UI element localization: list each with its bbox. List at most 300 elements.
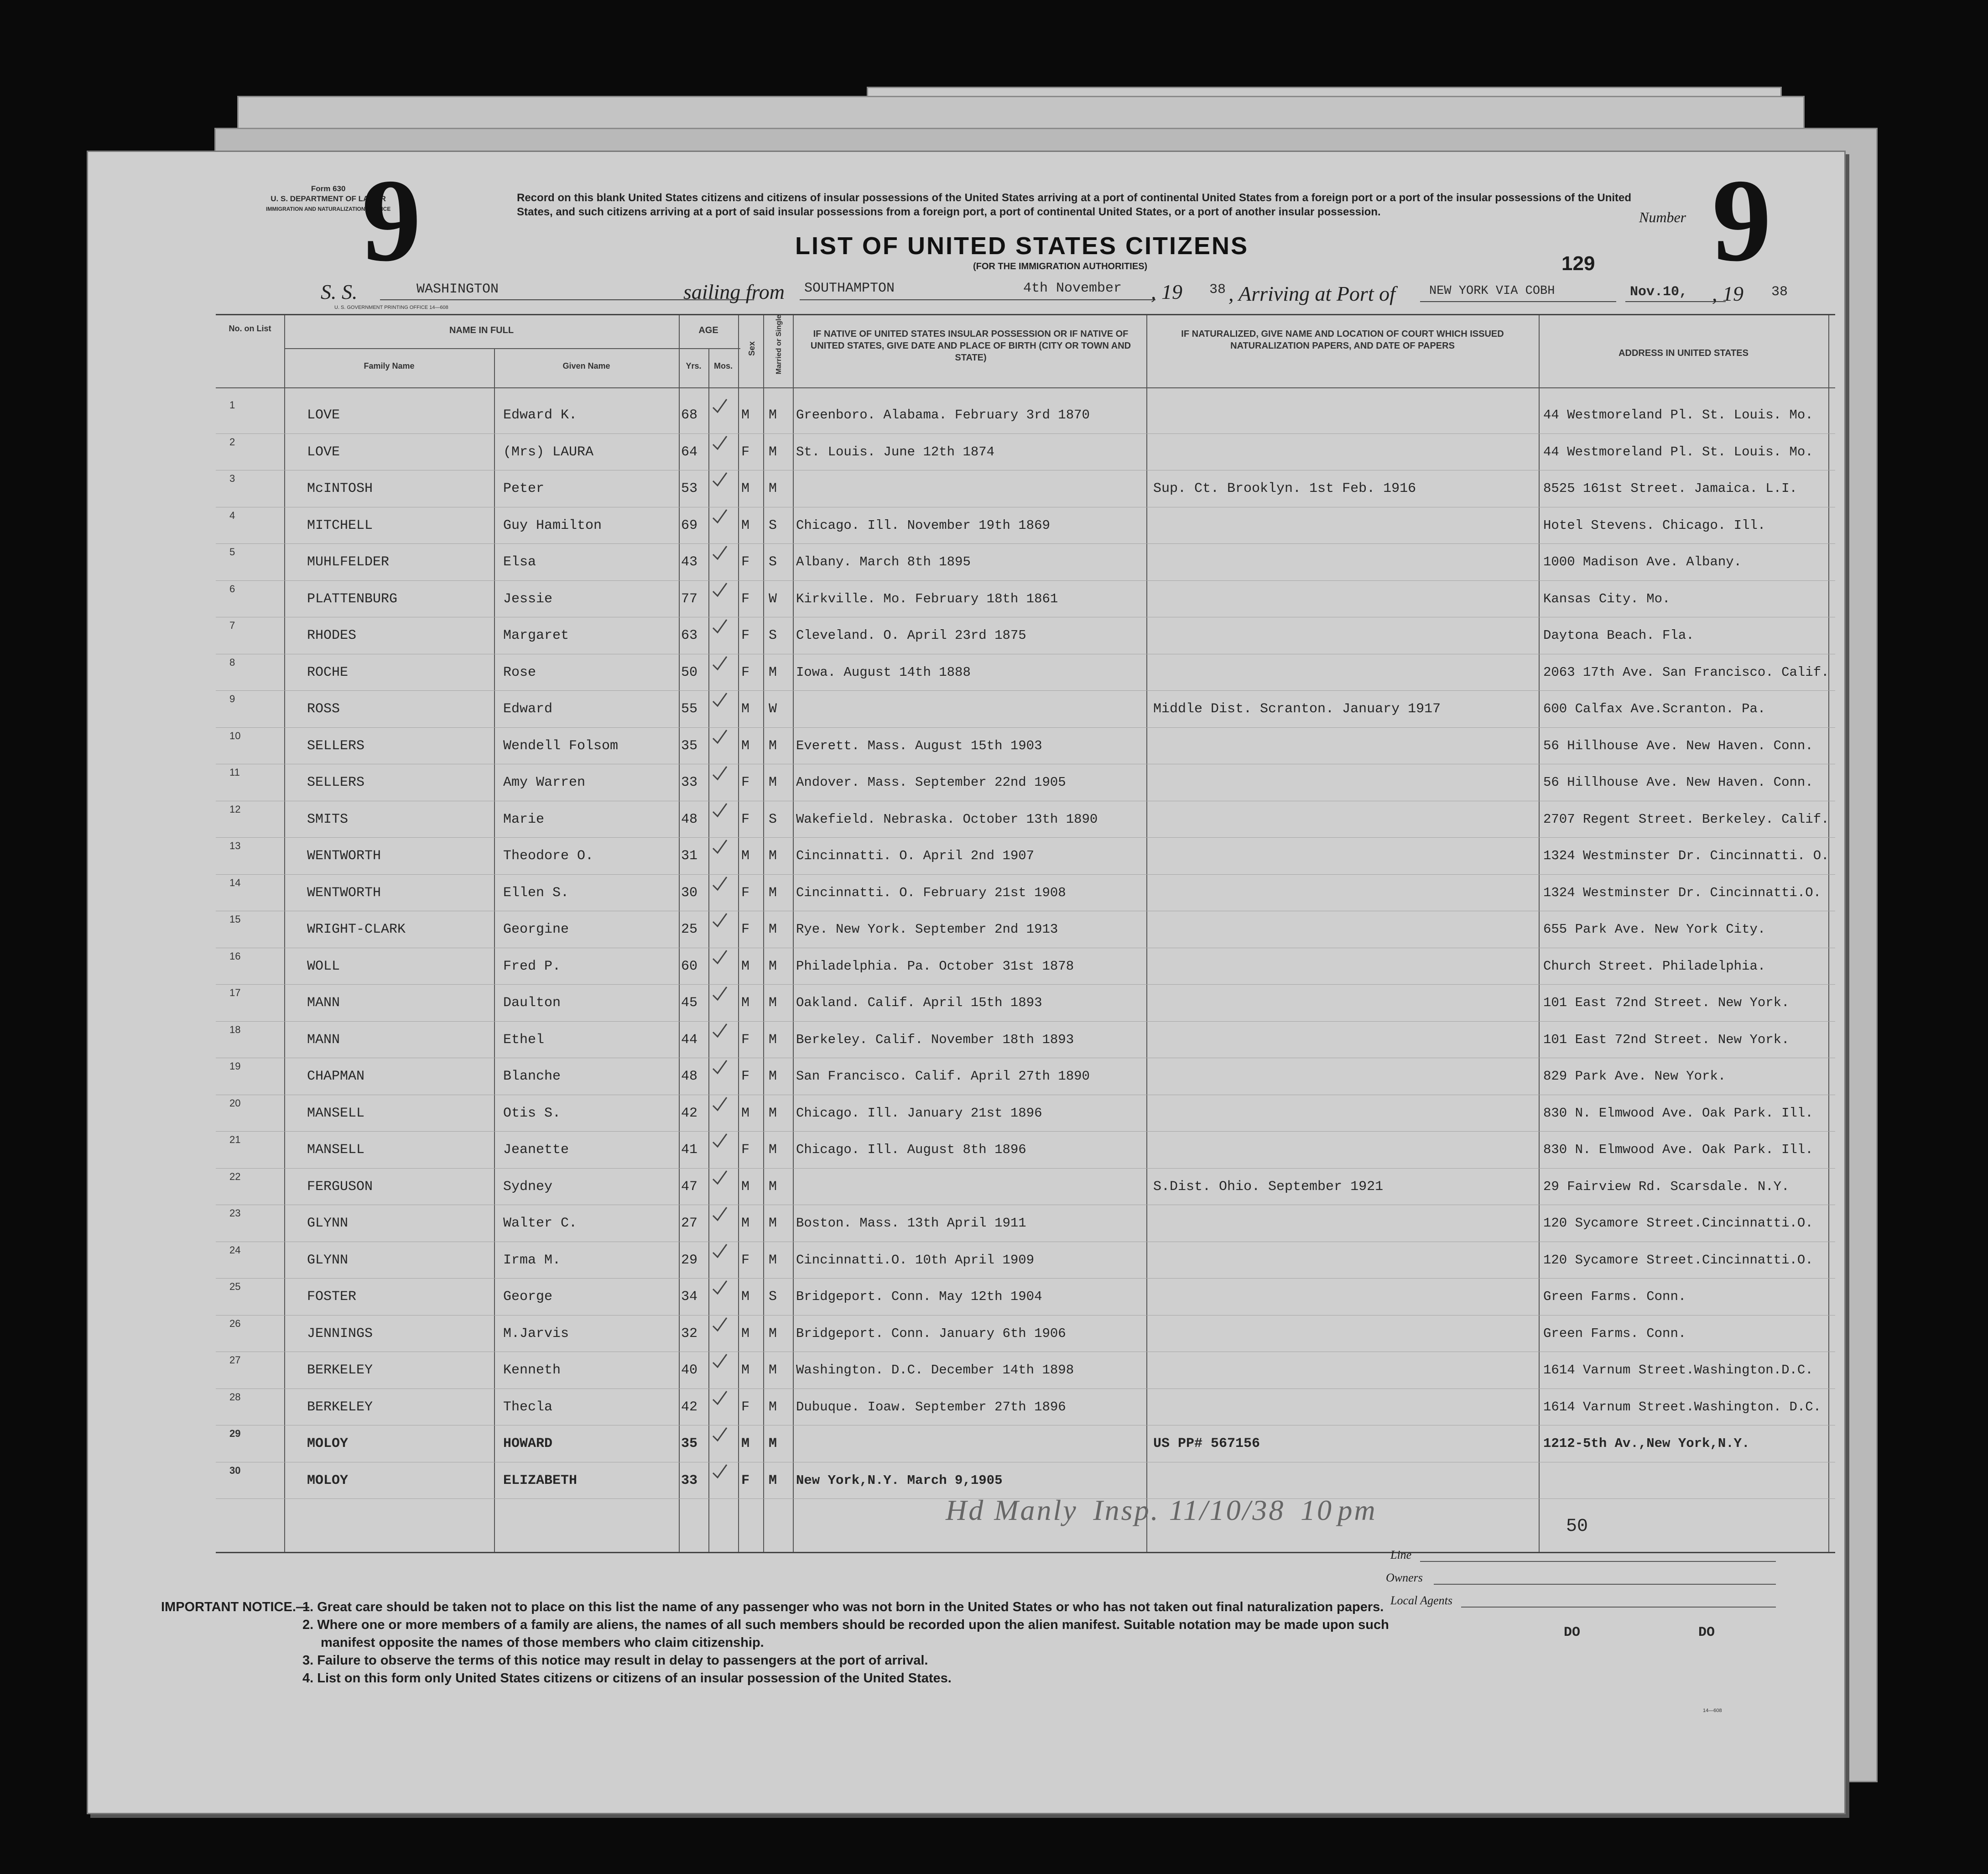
sex: F	[741, 664, 750, 680]
given-name: Otis S.	[503, 1105, 561, 1121]
row-number: 8	[229, 656, 235, 668]
header-no-on-list: No. on List	[229, 324, 271, 333]
check-mark-icon	[712, 1170, 728, 1185]
birth-info: Cincinnatti. O. April 2nd 1907	[796, 848, 1035, 863]
sex: M	[741, 1179, 750, 1195]
birth-info: Bridgeport. Conn. January 6th 1906	[796, 1326, 1066, 1341]
age-years: 40	[681, 1362, 698, 1378]
sex: M	[741, 1436, 750, 1451]
ditto-left: DO	[1564, 1625, 1581, 1640]
given-name: Rose	[503, 664, 536, 680]
row-number: 5	[229, 546, 235, 558]
manifest-page	[87, 151, 1846, 1814]
sex: M	[741, 517, 750, 533]
address: Kansas City. Mo.	[1543, 591, 1671, 606]
check-mark-icon	[712, 803, 728, 818]
inspector-signature: Hd Manly Insp. 11/10/38 10 pm	[946, 1494, 1377, 1526]
family-name: MOLOY	[307, 1436, 349, 1451]
age-years: 34	[681, 1289, 698, 1305]
naturalization-info: US PP# 567156	[1153, 1436, 1260, 1451]
given-name: (Mrs) LAURA	[503, 444, 594, 460]
marital-status: S	[769, 1289, 777, 1305]
col-divider	[1146, 315, 1147, 1552]
sex: F	[741, 444, 750, 460]
family-name: ROCHE	[307, 664, 349, 680]
row-rule	[216, 580, 1835, 581]
address: 120 Sycamore Street.Cincinnatti.O.	[1543, 1216, 1813, 1231]
address: 2707 Regent Street. Berkeley. Calif.	[1543, 811, 1829, 827]
header-divider	[284, 348, 740, 349]
sex: F	[741, 1399, 750, 1415]
address: 120 Sycamore Street.Cincinnatti.O.	[1543, 1252, 1813, 1268]
notice-item-4: 4. List on this form only United States citizens or citizens of an insular possession of the United States.	[302, 1671, 952, 1686]
marital-status: W	[769, 701, 777, 717]
row-number: 23	[229, 1207, 241, 1219]
row-number: 17	[229, 987, 241, 998]
local-agents-label: Local Agents	[1390, 1594, 1453, 1607]
family-name: ROSS	[307, 701, 340, 717]
check-mark-icon	[712, 876, 728, 892]
given-name: HOWARD	[503, 1436, 553, 1451]
family-name: GLYNN	[307, 1252, 349, 1268]
birth-info: Dubuque. Ioaw. September 27th 1896	[796, 1399, 1066, 1415]
line-label: Line	[1390, 1548, 1412, 1561]
owners-field	[1434, 1584, 1776, 1585]
family-name: WENTWORTH	[307, 848, 381, 864]
check-mark-icon	[712, 913, 728, 928]
family-name: SELLERS	[307, 738, 365, 754]
marital-status: M	[769, 1179, 777, 1195]
col-divider	[793, 315, 794, 1552]
check-mark-icon	[712, 1317, 728, 1332]
sex: F	[741, 1252, 750, 1268]
header-birth: IF NATIVE OF UNITED STATES INSULAR POSSESSION OR IF NATIVE OF UNITED STATES, GIVE DATE AND PLACE OF BIRTH (CITY OR TOWN AND STATE)	[810, 329, 1131, 363]
age-years: 48	[681, 1069, 698, 1084]
sex: M	[741, 1326, 750, 1342]
sex: M	[741, 1105, 750, 1121]
birth-info: St. Louis. June 12th 1874	[796, 444, 995, 459]
notice-item-2-cont: manifest opposite the names of those members who claim citizenship.	[321, 1635, 764, 1650]
form-number: Form 630	[311, 184, 346, 193]
age-years: 33	[681, 1472, 698, 1488]
check-mark-icon	[712, 950, 728, 965]
given-name: Ethel	[503, 1032, 545, 1048]
age-years: 69	[681, 517, 698, 533]
page-number: 129	[1561, 252, 1595, 275]
row-number: 6	[229, 583, 235, 595]
age-years: 30	[681, 885, 698, 901]
address: Green Farms. Conn.	[1543, 1289, 1686, 1304]
family-name: LOVE	[307, 444, 340, 460]
row-number: 3	[229, 473, 235, 484]
notice-item-3: 3. Failure to observe the terms of this notice may result in delay to passengers at the port of arrival.	[302, 1653, 928, 1668]
address: Green Farms. Conn.	[1543, 1326, 1686, 1341]
row-rule	[216, 874, 1835, 875]
address: 44 Westmoreland Pl. St. Louis. Mo.	[1543, 444, 1813, 459]
row-number: 20	[229, 1097, 241, 1109]
number-label: Number	[1639, 209, 1686, 225]
year-prefix-2: , 19	[1712, 282, 1743, 305]
sex: M	[741, 848, 750, 864]
naturalization-info: Sup. Ct. Brooklyn. 1st Feb. 1916	[1153, 481, 1416, 496]
birth-info: Philadelphia. Pa. October 31st 1878	[796, 958, 1074, 974]
row-rule	[216, 1168, 1835, 1169]
list-number-left: 9	[362, 155, 421, 286]
family-name: SMITS	[307, 811, 349, 827]
age-years: 48	[681, 811, 698, 827]
family-name: CHAPMAN	[307, 1069, 365, 1084]
sex: M	[741, 1289, 750, 1305]
sex: F	[741, 1032, 750, 1048]
row-rule	[216, 543, 1835, 544]
age-years: 42	[681, 1399, 698, 1415]
given-name: M.Jarvis	[503, 1326, 569, 1342]
marital-status: M	[769, 775, 777, 790]
birth-info: Cincinnatti.O. 10th April 1909	[796, 1252, 1035, 1268]
marital-status: M	[769, 922, 777, 937]
age-years: 45	[681, 995, 698, 1011]
marital-status: M	[769, 1362, 777, 1378]
given-name: Walter C.	[503, 1216, 578, 1231]
address: 56 Hillhouse Ave. New Haven. Conn.	[1543, 775, 1813, 790]
family-name: PLATTENBURG	[307, 591, 398, 607]
list-number-right: 9	[1712, 155, 1771, 286]
given-name: Jeanette	[503, 1142, 569, 1158]
arrival-port-underline	[1420, 301, 1616, 302]
age-years: 63	[681, 628, 698, 643]
col-divider	[1828, 315, 1829, 1552]
header-married: Married or Single	[775, 314, 783, 375]
family-name: BERKELEY	[307, 1362, 373, 1378]
given-name: Sydney	[503, 1179, 553, 1195]
row-number: 4	[229, 509, 235, 521]
given-name: Ellen S.	[503, 885, 569, 901]
address: 1614 Varnum Street.Washington.D.C.	[1543, 1362, 1813, 1378]
sex: M	[741, 701, 750, 717]
family-name: MANSELL	[307, 1142, 365, 1158]
age-years: 25	[681, 922, 698, 937]
sail-date-underline	[1019, 299, 1155, 300]
header-age: AGE	[698, 325, 718, 335]
address: 655 Park Ave. New York City.	[1543, 922, 1766, 937]
birth-info: Rye. New York. September 2nd 1913	[796, 922, 1058, 937]
birth-info: Oakland. Calif. April 15th 1893	[796, 995, 1042, 1010]
row-number: 18	[229, 1023, 241, 1035]
line-field	[1420, 1561, 1776, 1562]
row-number: 22	[229, 1170, 241, 1182]
check-mark-icon	[712, 582, 728, 598]
sail-year: 38	[1209, 282, 1226, 298]
family-name: GLYNN	[307, 1216, 349, 1231]
row-number: 16	[229, 950, 241, 962]
check-mark-icon	[712, 1023, 728, 1039]
sex: F	[741, 1069, 750, 1084]
birth-info: Berkeley. Calif. November 18th 1893	[796, 1032, 1074, 1047]
row-number: 7	[229, 620, 235, 631]
check-mark-icon	[712, 839, 728, 855]
header-name-in-full: NAME IN FULL	[449, 325, 514, 335]
check-mark-icon	[712, 1133, 728, 1148]
birth-info: Cleveland. O. April 23rd 1875	[796, 628, 1026, 643]
given-name: Margaret	[503, 628, 569, 643]
sex: F	[741, 628, 750, 643]
address: 29 Fairview Rd. Scarsdale. N.Y.	[1543, 1179, 1790, 1194]
row-number: 1	[229, 399, 235, 411]
birth-info: Albany. March 8th 1895	[796, 554, 971, 569]
address: Church Street. Philadelphia.	[1543, 958, 1766, 974]
check-mark-icon	[712, 729, 728, 745]
address: 2063 17th Ave. San Francisco. Calif.	[1543, 664, 1829, 680]
age-years: 32	[681, 1326, 698, 1342]
marital-status: M	[769, 1436, 777, 1451]
marital-status: M	[769, 481, 777, 496]
given-name: Marie	[503, 811, 545, 827]
row-rule	[216, 984, 1835, 985]
sailing-underline	[800, 299, 1046, 300]
row-number: 25	[229, 1281, 241, 1292]
age-years: 27	[681, 1216, 698, 1231]
age-years: 29	[681, 1252, 698, 1268]
check-mark-icon	[712, 1427, 728, 1442]
row-rule	[216, 1278, 1835, 1279]
row-number: 9	[229, 693, 235, 705]
marital-status: W	[769, 591, 777, 607]
row-number: 12	[229, 803, 241, 815]
check-mark-icon	[712, 1060, 728, 1075]
family-name: MANN	[307, 995, 340, 1011]
check-mark-icon	[712, 1096, 728, 1112]
col-divider	[763, 315, 764, 1552]
birth-info: Boston. Mass. 13th April 1911	[796, 1216, 1026, 1231]
sex: M	[741, 1362, 750, 1378]
sex: M	[741, 738, 750, 754]
row-number: 29	[229, 1428, 241, 1439]
address: 830 N. Elmwood Ave. Oak Park. Ill.	[1543, 1142, 1813, 1157]
row-rule	[216, 1131, 1835, 1132]
age-years: 41	[681, 1142, 698, 1158]
sailing-label: sailing from	[683, 280, 785, 303]
row-number: 21	[229, 1134, 241, 1145]
notice-heading: IMPORTANT NOTICE.—	[161, 1600, 309, 1614]
passenger-count: 50	[1566, 1516, 1588, 1537]
service-name: IMMIGRATION AND NATURALIZATION SERVICE	[266, 206, 391, 212]
check-mark-icon	[712, 398, 728, 414]
arrival-date-underline	[1625, 301, 1726, 302]
row-rule	[216, 1021, 1835, 1022]
marital-status: S	[769, 517, 777, 533]
marital-status: M	[769, 1032, 777, 1048]
given-name: Amy Warren	[503, 775, 586, 790]
birth-info: Chicago. Ill. August 8th 1896	[796, 1142, 1026, 1157]
age-years: 50	[681, 664, 698, 680]
row-number: 26	[229, 1317, 241, 1329]
age-years: 43	[681, 554, 698, 570]
age-years: 64	[681, 444, 698, 460]
notice-item-2: 2. Where one or more members of a family are aliens, the names of all such members should be recorded upon the alien manifest. Suitable notation may be made upon such	[302, 1618, 1389, 1632]
row-number: 24	[229, 1244, 241, 1256]
birth-info: Wakefield. Nebraska. October 13th 1890	[796, 811, 1098, 827]
local-agents-field	[1461, 1607, 1776, 1608]
marital-status: M	[769, 1069, 777, 1084]
birth-info: Andover. Mass. September 22nd 1905	[796, 775, 1066, 790]
header-given-name: Given Name	[562, 361, 610, 371]
owners-label: Owners	[1386, 1571, 1423, 1584]
family-name: MOLOY	[307, 1472, 349, 1488]
age-years: 42	[681, 1105, 698, 1121]
sex: F	[741, 885, 750, 901]
row-number: 14	[229, 877, 241, 888]
ship-name: WASHINGTON	[416, 282, 499, 297]
family-name: MUHLFELDER	[307, 554, 390, 570]
age-years: 77	[681, 591, 698, 607]
arrival-date: Nov.10,	[1630, 284, 1688, 300]
marital-status: M	[769, 664, 777, 680]
age-years: 35	[681, 1436, 698, 1451]
birth-info: Iowa. August 14th 1888	[796, 664, 971, 680]
address: 1212-5th Av.,New York,N.Y.	[1543, 1436, 1750, 1451]
age-years: 47	[681, 1179, 698, 1195]
family-name: LOVE	[307, 407, 340, 423]
address: 829 Park Ave. New York.	[1543, 1069, 1726, 1084]
check-mark-icon	[712, 766, 728, 781]
check-mark-icon	[712, 692, 728, 708]
arrival-year: 38	[1771, 284, 1788, 300]
sex: F	[741, 554, 750, 570]
sex: M	[741, 481, 750, 496]
check-mark-icon	[712, 1464, 728, 1479]
birth-info: Everett. Mass. August 15th 1903	[796, 738, 1042, 753]
given-name: Peter	[503, 481, 545, 496]
printer-note: U. S. GOVERNMENT PRINTING OFFICE 14—608	[334, 305, 448, 310]
check-mark-icon	[712, 1243, 728, 1259]
birth-info: New York,N.Y. March 9,1905	[796, 1472, 1003, 1488]
page-title: LIST OF UNITED STATES CITIZENS	[795, 232, 1249, 260]
marital-status: M	[769, 1142, 777, 1158]
given-name: George	[503, 1289, 553, 1305]
col-divider	[708, 348, 709, 1552]
given-name: Jessie	[503, 591, 553, 607]
sex: M	[741, 995, 750, 1011]
marital-status: M	[769, 1252, 777, 1268]
address: 830 N. Elmwood Ave. Oak Park. Ill.	[1543, 1105, 1813, 1121]
check-mark-icon	[712, 472, 728, 487]
address: 101 East 72nd Street. New York.	[1543, 1032, 1790, 1047]
col-divider	[284, 315, 285, 1552]
marital-status: M	[769, 1105, 777, 1121]
row-number: 28	[229, 1391, 241, 1403]
marital-status: M	[769, 885, 777, 901]
family-name: MITCHELL	[307, 517, 373, 533]
row-number: 11	[229, 767, 240, 778]
header-bottom	[216, 387, 1835, 388]
header-family-name: Family Name	[364, 361, 415, 371]
row-number: 13	[229, 840, 241, 851]
age-years: 31	[681, 848, 698, 864]
check-mark-icon	[712, 545, 728, 561]
age-years: 68	[681, 407, 698, 423]
birth-info: Kirkville. Mo. February 18th 1861	[796, 591, 1058, 606]
sex: F	[741, 922, 750, 937]
row-number: 27	[229, 1354, 241, 1366]
marital-status: M	[769, 958, 777, 974]
given-name: Thecla	[503, 1399, 553, 1415]
given-name: Theodore O.	[503, 848, 594, 864]
naturalization-info: S.Dist. Ohio. September 1921	[1153, 1179, 1384, 1195]
department-name: U. S. DEPARTMENT OF LABOR	[271, 194, 386, 203]
row-rule	[216, 727, 1835, 728]
marital-status: M	[769, 1399, 777, 1415]
check-mark-icon	[712, 435, 728, 451]
family-name: WRIGHT-CLARK	[307, 922, 406, 937]
given-name: Elsa	[503, 554, 536, 570]
row-rule	[216, 690, 1835, 691]
family-name: McINTOSH	[307, 481, 373, 496]
given-name: Edward	[503, 701, 553, 717]
notice-item-1: 1. Great care should be taken not to place on this list the name of any passenger who was not born in the United States or who has not taken out final naturalization papers.	[302, 1600, 1384, 1614]
check-mark-icon	[712, 986, 728, 1002]
address: 1000 Madison Ave. Albany.	[1543, 554, 1742, 569]
family-name: WENTWORTH	[307, 885, 381, 901]
arrival-port: NEW YORK VIA COBH	[1429, 284, 1555, 298]
header-sex: Sex	[747, 341, 756, 356]
check-mark-icon	[712, 656, 728, 671]
family-name: MANN	[307, 1032, 340, 1048]
marital-status: M	[769, 738, 777, 754]
sex: F	[741, 811, 750, 827]
birth-info: Greenboro. Alabama. February 3rd 1870	[796, 407, 1090, 423]
given-name: Daulton	[503, 995, 561, 1011]
marital-status: M	[769, 1472, 777, 1488]
birth-info: Bridgeport. Conn. May 12th 1904	[796, 1289, 1042, 1304]
check-mark-icon	[712, 1206, 728, 1222]
header-address: ADDRESS IN UNITED STATES	[1619, 348, 1749, 358]
address: 600 Calfax Ave.Scranton. Pa.	[1543, 701, 1766, 716]
intro-text: Record on this blank United States citizens and citizens of insular possessions of the United States arriving at a port of continental United States from a foreign port or a port of the insular possessions of the United States, and such citizens arriving at a port of said insular possessions from a foreign port, a port of continental United States, or a port of another insular possession.	[517, 192, 1632, 218]
age-years: 55	[681, 701, 698, 717]
sex: F	[741, 1142, 750, 1158]
col-divider	[1539, 315, 1540, 1552]
row-number: 15	[229, 914, 241, 925]
sex: F	[741, 1472, 750, 1488]
naturalization-info: Middle Dist. Scranton. January 1917	[1153, 701, 1441, 717]
family-name: SELLERS	[307, 775, 365, 790]
given-name: Blanche	[503, 1069, 561, 1084]
row-rule	[216, 433, 1835, 434]
address: Hotel Stevens. Chicago. Ill.	[1543, 517, 1766, 533]
check-mark-icon	[712, 1390, 728, 1406]
age-years: 53	[681, 481, 698, 496]
page-subtitle: (FOR THE IMMIGRATION AUTHORITIES)	[973, 261, 1148, 271]
birth-info: Cincinnatti. O. February 21st 1908	[796, 885, 1066, 900]
age-years: 35	[681, 738, 698, 754]
sex: F	[741, 775, 750, 790]
given-name: Wendell Folsom	[503, 738, 619, 754]
birth-info: Washington. D.C. December 14th 1898	[796, 1362, 1074, 1378]
header-mos: Mos.	[713, 361, 733, 371]
given-name: Edward K.	[503, 407, 578, 423]
marital-status: M	[769, 444, 777, 460]
row-rule	[216, 837, 1835, 838]
sailing-from: SOUTHAMPTON	[804, 281, 895, 296]
sex: M	[741, 958, 750, 974]
birth-info: Chicago. Ill. November 19th 1869	[796, 517, 1050, 533]
address: 101 East 72nd Street. New York.	[1543, 995, 1790, 1010]
marital-status: M	[769, 995, 777, 1011]
col-divider	[494, 348, 495, 1552]
family-name: FOSTER	[307, 1289, 357, 1305]
family-name: BERKELEY	[307, 1399, 373, 1415]
address: 8525 161st Street. Jamaica. L.I.	[1543, 481, 1797, 496]
